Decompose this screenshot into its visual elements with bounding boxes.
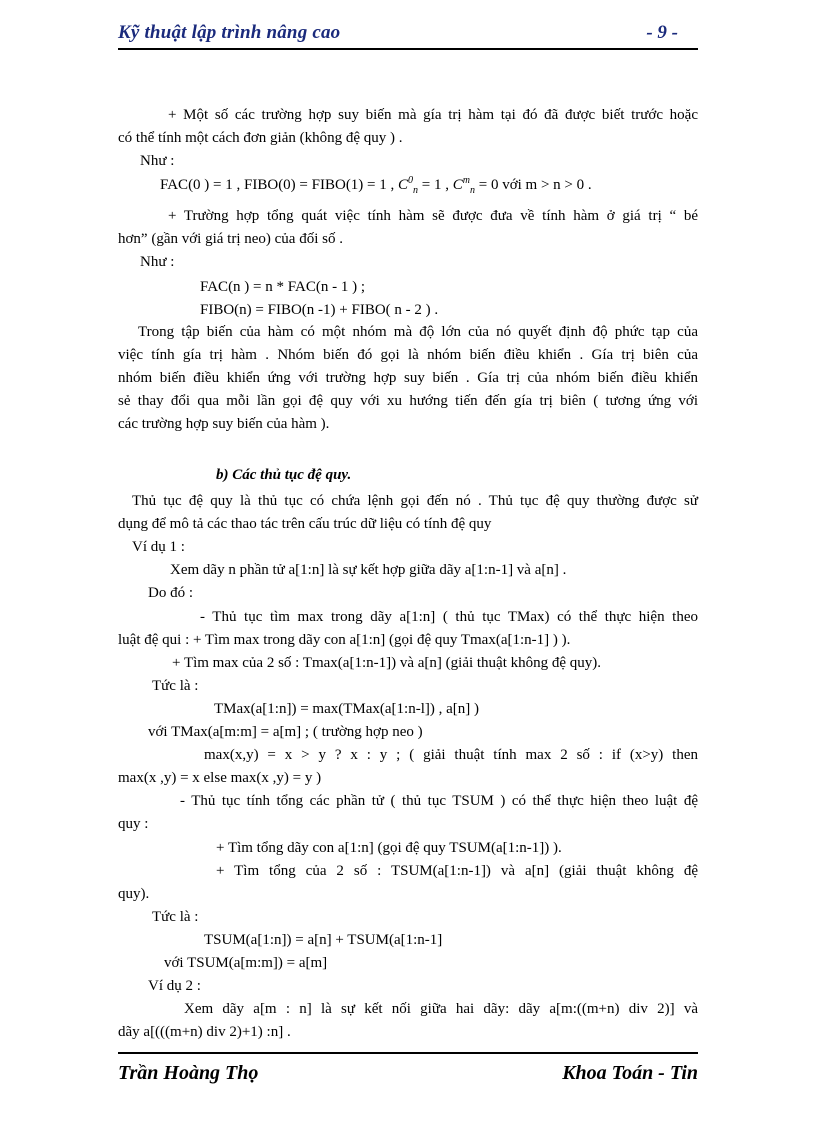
formula-sup: m — [462, 175, 470, 186]
footer-department: Khoa Toán - Tin — [562, 1062, 698, 1084]
formula-sub: n — [413, 185, 419, 196]
text-line: TSUM(a[1:n]) = a[n] + TSUM(a[1:n-1] — [204, 932, 443, 948]
text-line: - Thủ tục tính tổng các phần tử ( thủ tục TSUM ) có thể thực hiện theo luật đệ — [180, 793, 698, 809]
page-header — [118, 22, 698, 50]
text-line: luật đệ qui : + Tìm max trong dãy con a[1:n] (gọi đệ quy Tmax(a[1:n-1] ) ). — [118, 632, 571, 648]
page-number: - 9 - — [646, 22, 678, 43]
text-line: với TSUM(a[m:m]) = a[m] — [164, 955, 328, 971]
text-line: dãy a[(((m+n) div 2)+1) :n] . — [118, 1024, 291, 1040]
text-line: sẻ thay đổi qua mỗi lần gọi đệ quy với xu hướng tiến đến gía trị biên ( tương ứng với — [118, 393, 698, 409]
text-line: Xem dãy n phần tử a[1:n] là sự kết hợp giữa dãy a[1:n-1] và a[n] . — [170, 562, 567, 578]
page-footer — [118, 1052, 698, 1094]
text-line: max(x,y) = x > y ? x : y ; ( giải thuật tính max 2 số : if (x>y) then — [204, 747, 698, 763]
text-line: Xem dãy a[m : n] là sự kết nối giữa hai dãy: dãy a[m:((m+n) div 2)] và — [184, 1001, 698, 1017]
text-line: TMax(a[1:n]) = max(TMax(a[1:n-l]) , a[n] ) — [214, 701, 480, 717]
text-line: FIBO(n) = FIBO(n -1) + FIBO( n - 2 ) . — [200, 302, 439, 318]
footer-author: Trần Hoàng Thọ — [118, 1062, 259, 1084]
text-line: việc tính gía trị hàm . Nhóm biến đó gọi là nhóm biến điều khiển . Gía trị biên của — [118, 347, 698, 363]
text-line: Ví dụ 1 : — [132, 539, 185, 555]
text-line: các trường hợp suy biến của hàm ). — [118, 416, 330, 432]
formula-sub: n — [470, 185, 475, 196]
section-heading: b) Các thủ tục đệ quy. — [216, 467, 352, 483]
text-line: quy). — [118, 886, 150, 902]
text-line: Do đó : — [148, 585, 193, 601]
formula-line — [160, 174, 592, 196]
formula-sup: 0 — [408, 175, 414, 186]
text-line: Tức là : — [152, 678, 199, 694]
text-line: quy : — [118, 816, 149, 832]
formula-part: = 1 , — [418, 177, 453, 193]
text-line: dụng để mô tả các thao tác trên cấu trúc dữ liệu có tính đệ quy — [118, 516, 492, 532]
text-line: có thể tính một cách đơn giản (không đệ quy ) . — [118, 130, 403, 146]
text-line: - Thủ tục tìm max trong dãy a[1:n] ( thủ tục TMax) có thể thực hiện theo — [200, 609, 698, 625]
text-line: Như : — [140, 254, 175, 270]
text-line: + Tìm tổng dãy con a[1:n] (gọi đệ quy TSUM(a[1:n-1]) ). — [216, 840, 562, 856]
text-line: với TMax(a[m:m] = a[m] ; ( trường hợp neo ) — [148, 724, 423, 740]
text-line: Thủ tục đệ quy là thủ tục có chứa lệnh gọi đến nó . Thủ tục đệ quy thường được sử — [132, 493, 698, 509]
text-line: Tức là : — [152, 909, 199, 925]
text-line: max(x ,y) = x else max(x ,y) = y ) — [118, 770, 322, 786]
formula-part: FAC(0 ) = 1 , FIBO(0) = FIBO(1) = 1 , — [160, 177, 399, 193]
text-line: FAC(n ) = n * FAC(n - 1 ) ; — [200, 279, 365, 295]
text-line: nhóm biến điều khiển ứng với trường hợp suy biến . Gía trị của nhóm biến điều khiển — [118, 370, 698, 386]
combination-symbol: C — [398, 177, 409, 193]
text-line: hơn” (gần với giá trị neo) của đối số . — [118, 231, 343, 247]
header-title: Kỹ thuật lập trình nâng cao — [118, 22, 341, 43]
text-line: + Tìm max của 2 số : Tmax(a[1:n-1]) và a[n] (giải thuật không đệ quy). — [172, 655, 602, 671]
text-line: Như : — [140, 153, 175, 169]
text-line: + Trường hợp tổng quát việc tính hàm sẽ được đưa về tính hàm ở giá trị “ bé — [168, 208, 698, 224]
formula-part: = 0 với m > n > 0 . — [475, 177, 592, 193]
text-line: + Tìm tổng của 2 số : TSUM(a[1:n-1]) và a[n] (giải thuật không đệ — [216, 863, 698, 879]
text-line: Ví dụ 2 : — [148, 978, 201, 994]
text-line: Trong tập biến của hàm có một nhóm mà độ lớn của nó quyết định độ phức tạp của — [138, 324, 698, 340]
text-line: + Một số các trường hợp suy biến mà gía trị hàm tại đó đã được biết trước hoặc — [168, 107, 698, 123]
combination-symbol: C — [452, 177, 463, 193]
